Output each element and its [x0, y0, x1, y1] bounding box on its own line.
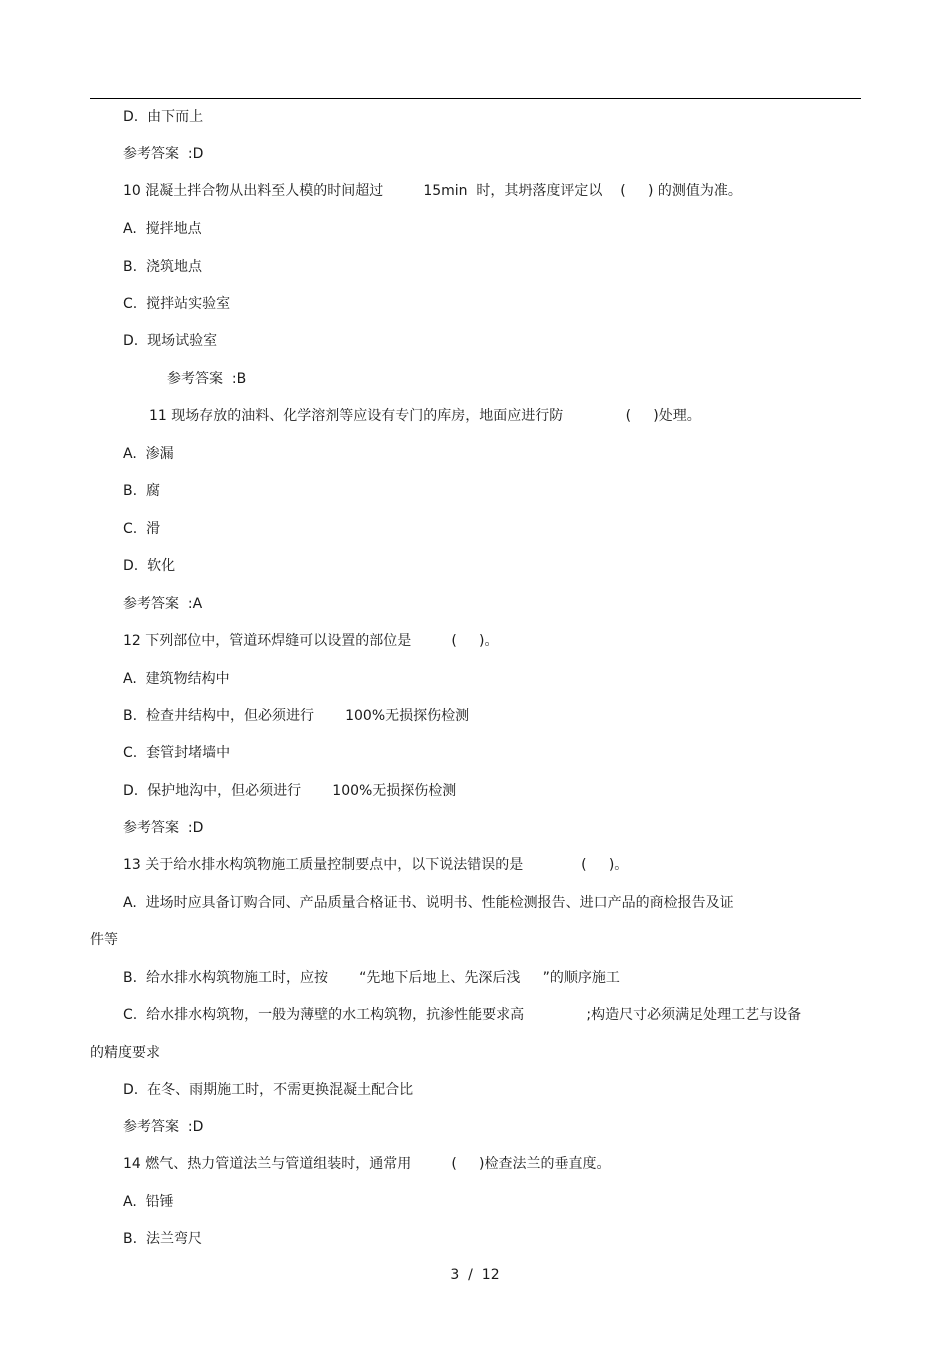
option-b-q12: B. 检查井结构中，但必须进行 100%无损探伤检测	[123, 708, 470, 724]
option-b-q13: B. 给水排水构筑物施工时，应按 “先地下后地上、先深后浅 ”的顺序施工	[123, 970, 620, 986]
option-b-q14: B. 法兰弯尺	[123, 1231, 202, 1247]
option-a-q12: A. 建筑物结构中	[123, 671, 230, 687]
option-c-q13-continued: 的精度要求	[90, 1045, 160, 1061]
option-b-q11: B. 腐	[123, 483, 160, 499]
option-d-q9: D. 由下而上	[123, 109, 204, 125]
page-number: 3 / 12	[450, 1267, 500, 1283]
answer-q9: 参考答案 :D	[123, 146, 204, 162]
option-c-q11: C. 滑	[123, 521, 161, 537]
option-b-q10: B. 浇筑地点	[123, 259, 202, 275]
option-a-q13-continued: 件等	[90, 932, 118, 948]
answer-q10: 参考答案 :B	[167, 371, 247, 387]
answer-q12: 参考答案 :D	[123, 820, 204, 836]
option-a-q11: A. 渗漏	[123, 446, 174, 462]
option-c-q10: C. 搅拌站实验室	[123, 296, 231, 312]
option-d-q10: D. 现场试验室	[123, 333, 218, 349]
question-13: 13 关于给水排水构筑物施工质量控制要点中，以下说法错误的是 ( )。	[123, 857, 629, 873]
option-d-q13: D. 在冬、雨期施工时，不需更换混凝土配合比	[123, 1082, 414, 1098]
option-d-q12: D. 保护地沟中，但必须进行 100%无损探伤检测	[123, 783, 457, 799]
option-a-q13: A. 进场时应具备订购合同、产品质量合格证书、说明书、性能检测报告、进口产品的商检报告及证	[123, 895, 734, 911]
question-10: 10 混凝土拌合物从出料至人模的时间超过 15min 时，其坍落度评定以 ( ) 的测值为准。	[123, 183, 742, 199]
option-c-q13: C. 给水排水构筑物，一般为薄壁的水工构筑物，抗渗性能要求高 ;构造尺寸必须满足处理工艺与设备	[123, 1007, 802, 1023]
question-11: 11 现场存放的油料、化学溶剂等应设有专门的库房，地面应进行防 ( )处理。	[149, 408, 701, 424]
option-a-q14: A. 铅锤	[123, 1194, 174, 1210]
option-a-q10: A. 搅拌地点	[123, 221, 202, 237]
answer-q13: 参考答案 :D	[123, 1119, 204, 1135]
question-12: 12 下列部位中，管道环焊缝可以设置的部位是 ( )。	[123, 633, 499, 649]
option-c-q12: C. 套管封堵墙中	[123, 745, 231, 761]
question-14: 14 燃气、热力管道法兰与管道组装时，通常用 ( )检查法兰的垂直度。	[123, 1156, 611, 1172]
answer-q11: 参考答案 :A	[123, 596, 203, 612]
option-d-q11: D. 软化	[123, 558, 176, 574]
header-rule	[90, 98, 861, 99]
